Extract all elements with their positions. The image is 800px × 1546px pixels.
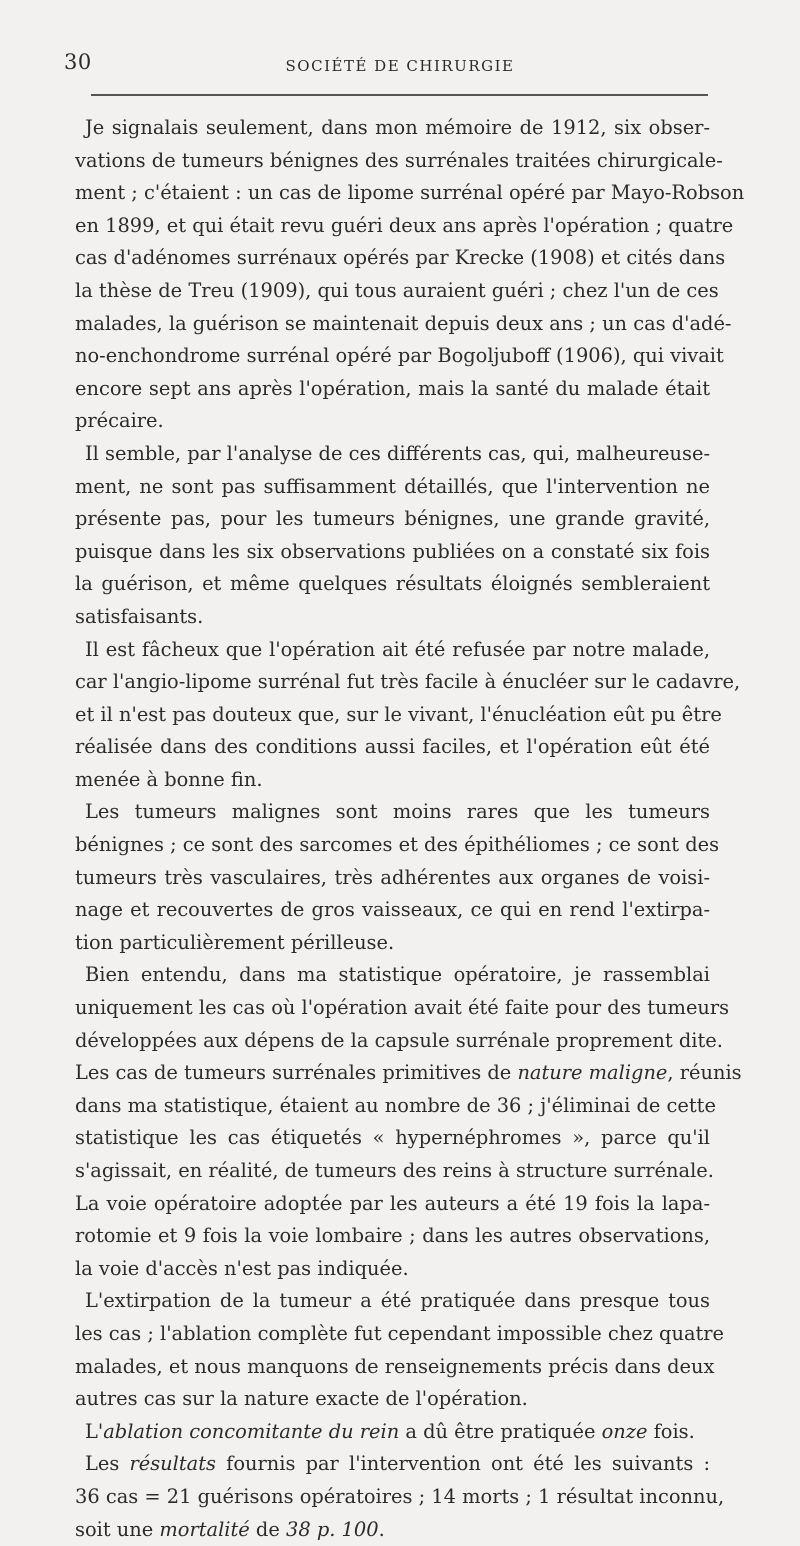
text-line: cas d'adénomes surrénaux opérés par Krecke (1908) et cités dans: [75, 246, 726, 270]
running-title: SOCIÉTÉ DE CHIRURGIE: [285, 57, 515, 75]
header-rule: [91, 94, 708, 96]
text-line: la thèse de Treu (1909), qui tous auraient guéri ; chez l'un de ces: [75, 278, 719, 302]
text-line: [75, 1057, 742, 1090]
text-line: La voie opératoire adoptée par les auteurs a été 19 fois la lapa-: [75, 1191, 710, 1215]
text-line: autres cas sur la nature exacte de l'opération.: [75, 1387, 528, 1411]
text-line: Les tumeurs malignes sont moins rares que les tumeurs: [85, 800, 710, 824]
text-line: malades, et nous manquons de renseignements précis dans deux: [75, 1354, 715, 1378]
text-line: [75, 1416, 710, 1449]
text-segment: soit une: [75, 1517, 160, 1541]
text-line: la voie d'accès n'est pas indiquée.: [75, 1256, 409, 1280]
text-line: ment ; c'étaient : un cas de lipome surrénal opéré par Mayo-Robson: [75, 181, 745, 205]
text-line: bénignes ; ce sont des sarcomes et des épithéliomes ; ce sont des: [75, 833, 720, 857]
text-line: satisfaisants.: [75, 604, 204, 628]
text-line: vations de tumeurs bénignes des surrénales traitées chirurgicale-: [75, 148, 723, 172]
page-number: 30: [64, 50, 92, 74]
text-line: encore sept ans après l'opération, mais la santé du malade était: [75, 376, 710, 400]
text-line: Bien entendu, dans ma statistique opératoire, je rassemblai: [85, 963, 710, 987]
italic-text: nature maligne: [517, 1061, 668, 1085]
italic-text: résultats: [129, 1452, 216, 1476]
text-line: Il semble, par l'analyse de ces différents cas, qui, malheureuse-: [85, 441, 710, 465]
text-line: menée à bonne fin.: [75, 767, 263, 791]
text-line: les cas ; l'ablation complète fut cependant impossible chez quatre: [75, 1321, 725, 1345]
text-line: présente pas, pour les tumeurs bénignes, une grande gravité,: [75, 507, 710, 531]
text-segment: L': [85, 1419, 104, 1443]
text-line: réalisée dans des conditions aussi faciles, et l'opération eût été: [75, 735, 710, 759]
text-segment: .: [378, 1517, 385, 1541]
text-line: s'agissait, en réalité, de tumeurs des reins à structure surrénale.: [75, 1159, 714, 1182]
text-line: la guérison, et même quelques résultats éloignés sembleraient: [75, 572, 710, 596]
text-line: no-enchondrome surrénal opéré par Bogoljuboff (1906), qui vivait: [75, 344, 724, 368]
text-line: uniquement les cas où l'opération avait été faite pour des tumeurs: [75, 996, 730, 1020]
body-text: [75, 112, 745, 1546]
text-line: nage et recouvertes de gros vaisseaux, ce qui en rend l'extirpa-: [75, 898, 710, 922]
text-segment: a dû être pratiquée: [399, 1419, 602, 1443]
text-segment: de: [249, 1517, 286, 1541]
italic-text: onze: [601, 1419, 648, 1443]
text-line: ment, ne sont pas suffisamment détaillés, que l'intervention ne: [75, 474, 710, 498]
italic-text: mortalité: [159, 1517, 250, 1541]
text-line: puisque dans les six observations publiées on a constaté six fois: [75, 539, 710, 563]
text-line: et il n'est pas douteux que, sur le vivant, l'énucléation eût pu être: [75, 702, 722, 726]
italic-text: ablation concomitante du rein: [103, 1419, 400, 1443]
text-line: en 1899, et qui était revu guéri deux ans après l'opération ; quatre: [75, 213, 734, 237]
text-segment: fournis par l'intervention ont été les suivants :: [215, 1452, 710, 1476]
text-line: tumeurs très vasculaires, très adhérentes aux organes de voisi-: [75, 865, 710, 889]
text-line: L'extirpation de la tumeur a été pratiquée dans presque tous: [85, 1289, 710, 1313]
text-line: tion particulièrement périlleuse.: [75, 930, 395, 954]
text-segment: , réunis: [667, 1061, 742, 1085]
text-segment: Les: [85, 1452, 130, 1476]
text-line: [75, 1514, 710, 1546]
text-line: rotomie et 9 fois la voie lombaire ; dans les autres observations,: [75, 1224, 710, 1248]
text-line: précaire.: [75, 409, 164, 433]
text-line: statistique les cas étiquetés « hypernéphromes », parce qu'il: [75, 1126, 710, 1150]
text-segment: fois.: [647, 1419, 695, 1443]
text-segment: Les cas de tumeurs surrénales primitives de: [75, 1061, 512, 1085]
text-line: car l'angio-lipome surrénal fut très facile à énucléer sur le cadavre,: [75, 670, 741, 694]
text-line: [75, 1448, 710, 1481]
italic-text: 38 p. 100: [285, 1517, 379, 1541]
text-line: développées aux dépens de la capsule surrénale proprement dite.: [75, 1028, 723, 1052]
text-line: malades, la guérison se maintenait depuis deux ans ; un cas d'adé-: [75, 311, 732, 335]
text-line: Il est fâcheux que l'opération ait été refusée par notre malade,: [85, 637, 710, 661]
text-line: dans ma statistique, étaient au nombre de 36 ; j'éliminai de cette: [75, 1093, 716, 1117]
text-line: 36 cas = 21 guérisons opératoires ; 14 morts ; 1 résultat inconnu,: [75, 1484, 725, 1508]
text-line: Je signalais seulement, dans mon mémoire de 1912, six obser-: [85, 116, 710, 139]
